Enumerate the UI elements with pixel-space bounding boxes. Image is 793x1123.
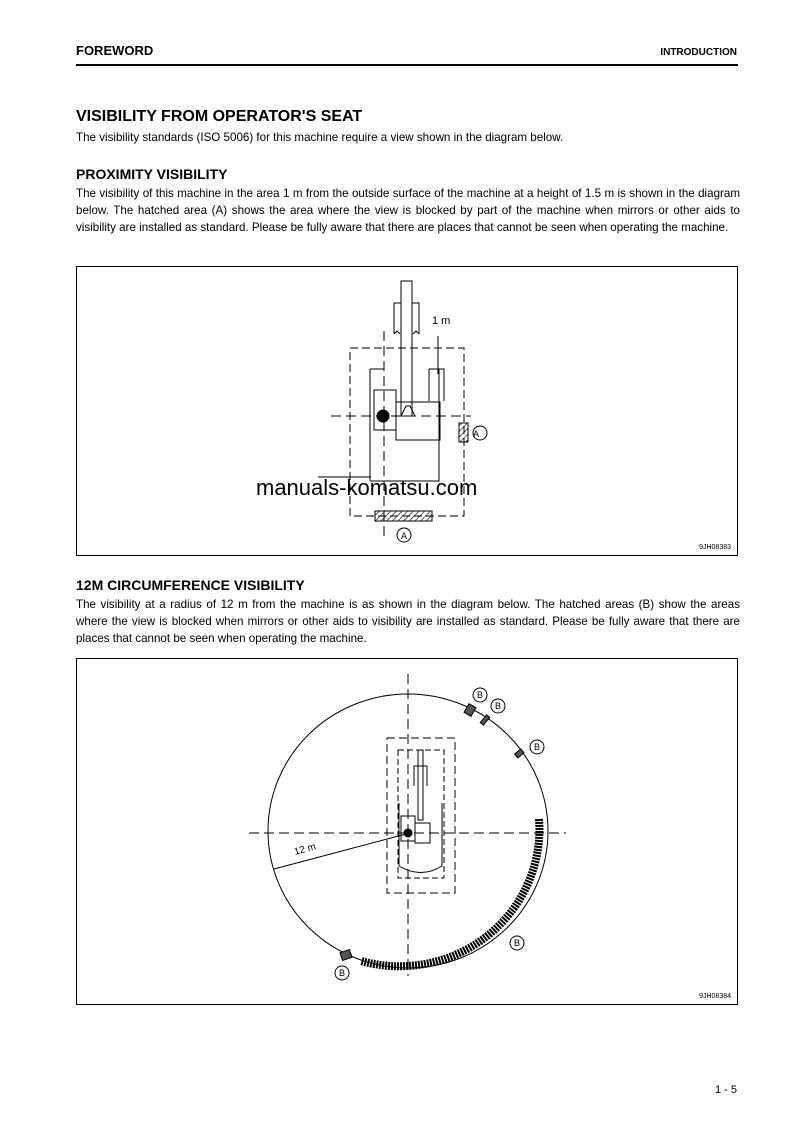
- label-b: B: [513, 938, 521, 948]
- circumference-figure: [76, 658, 738, 1005]
- section2-heading: 12M CIRCUMFERENCE VISIBILITY: [76, 577, 305, 593]
- label-a-bottom: A: [400, 531, 408, 541]
- page-title: VISIBILITY FROM OPERATOR'S SEAT: [76, 108, 363, 125]
- proximity-diagram: [77, 267, 737, 555]
- label-1m: 1 m: [432, 315, 451, 327]
- label-b: B: [338, 968, 346, 978]
- label-a-right: A: [472, 429, 480, 439]
- header-chapter: INTRODUCTION: [660, 47, 737, 58]
- circumference-diagram: [77, 659, 737, 1004]
- label-b: B: [494, 701, 502, 711]
- figure-code: 9JH08384: [699, 993, 731, 1000]
- figure-code: 9JH08383: [699, 544, 731, 551]
- section1-text: The visibility of this machine in the area 1 m from the outside surface of the machine at a height of 1.5 m is shown in the diagram below. The hatched area (A) shows the area where the view is blocked by part of the machine when mirrors or other aids to visibility are installed as standard. Please be fully aware that there are places that cannot be seen when operating the machine.: [76, 187, 740, 234]
- section2-text: The visibility at a radius of 12 m from the machine is as shown in the diagram below. The hatched areas (B) show the areas where the view is blocked when mirrors or other aids to visibility are installed as standard. Please be fully aware that there are places that cannot be seen when operating the machine.: [76, 598, 740, 645]
- proximity-figure: [76, 266, 738, 556]
- page-number: 1 - 5: [714, 1084, 737, 1096]
- watermark: manuals-komatsu.com: [256, 475, 478, 500]
- header-section: FOREWORD: [76, 43, 154, 58]
- section1-heading: PROXIMITY VISIBILITY: [76, 166, 228, 182]
- label-12m: 12 m: [292, 841, 318, 858]
- label-b: B: [476, 690, 484, 700]
- label-b: B: [533, 742, 541, 752]
- header-rule: [76, 64, 738, 66]
- intro-text: The visibility standards (ISO 5006) for this machine require a view shown in the diagram below.: [76, 131, 564, 144]
